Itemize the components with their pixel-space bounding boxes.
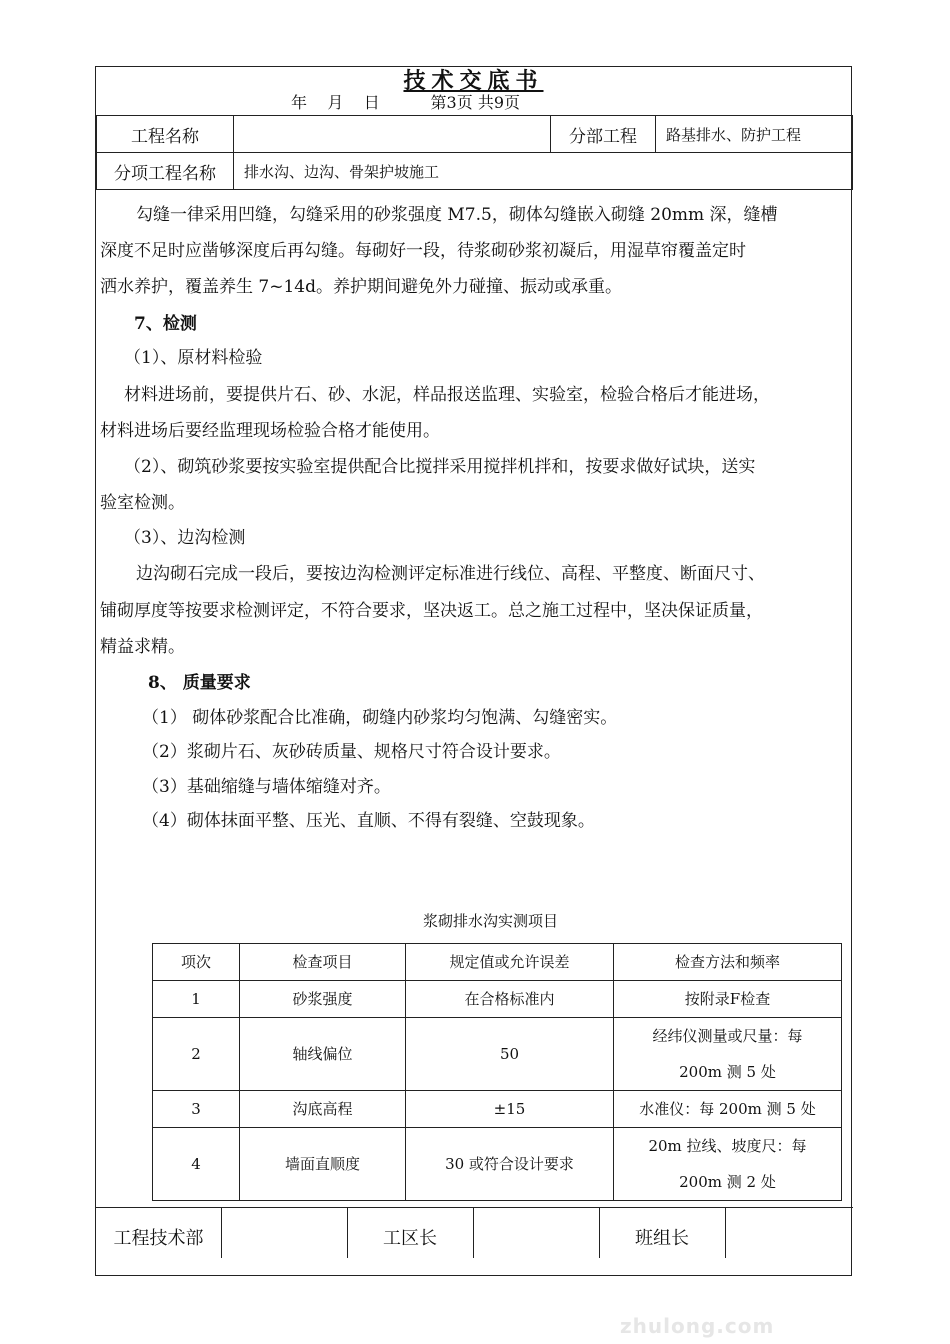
table-cell: 经纬仪测量或尺量：每 200m 测 5 处 <box>614 1018 842 1091</box>
paragraph-line: 精益求精。 <box>100 637 185 657</box>
table-row <box>153 1091 842 1128</box>
project-name-label: 工程名称 <box>97 116 234 153</box>
subitem-value: 排水沟、边沟、骨架护坡施工 <box>234 153 853 190</box>
info-row <box>97 153 853 190</box>
dept-signature-field <box>221 1208 348 1258</box>
table-row <box>153 1128 842 1201</box>
paragraph-line: 材料进场前，要提供片石、砂、水泥，样品报送监理、实验室，检验合格后才能进场， <box>124 385 770 405</box>
table-cell: 20m 拉线、坡度尺：每 200m 测 2 处 <box>614 1128 842 1201</box>
column-header: 检查方法和频率 <box>614 944 842 981</box>
table-cell: 在合格标准内 <box>406 981 614 1018</box>
column-header: 规定值或允许误差 <box>406 944 614 981</box>
table-cell: 墙面直顺度 <box>240 1128 406 1201</box>
table-cell: 沟底高程 <box>240 1091 406 1128</box>
paragraph-line: 验室检测。 <box>100 493 185 513</box>
table-row <box>153 981 842 1018</box>
dept-label: 工程技术部 <box>96 1208 222 1258</box>
division-value: 路基排水、防护工程 <box>656 116 853 153</box>
signoff-row <box>96 1207 853 1258</box>
table-caption: 浆砌排水沟实测项目 <box>422 912 558 930</box>
table-header-row <box>153 944 842 981</box>
column-header: 检查项目 <box>240 944 406 981</box>
area-chief-label: 工区长 <box>347 1208 474 1258</box>
paragraph-line: 勾缝一律采用凹缝，勾缝采用的砂浆强度 M7.5，砌体勾缝嵌入砌缝 20mm 深，缝槽 <box>136 205 778 225</box>
division-label: 分部工程 <box>551 116 656 153</box>
table-cell: 水准仪：每 200m 测 5 处 <box>614 1091 842 1128</box>
table-cell: 轴线偏位 <box>240 1018 406 1091</box>
requirement-item: （3）基础缩缝与墙体缩缝对齐。 <box>142 777 391 797</box>
area-chief-signature-field <box>473 1208 600 1258</box>
watermark: zhulong.com <box>620 1314 775 1338</box>
paragraph-line: 铺砌厚度等按要求检测评定，不符合要求，坚决返工。总之施工过程中，坚决保证质量， <box>100 601 763 621</box>
column-header: 项次 <box>153 944 240 981</box>
requirement-item: （1） 砌体砂浆配合比准确，砌缝内砂浆均匀饱满、勾缝密实。 <box>142 708 618 728</box>
requirement-item: （2）浆砌片石、灰砂砖质量、规格尺寸符合设计要求。 <box>142 742 561 762</box>
date-page-line: 年 月 日 第3页 共9页 <box>291 93 520 112</box>
table-cell: 4 <box>153 1128 240 1201</box>
section-heading: 8、 质量要求 <box>148 673 251 693</box>
subitem-label: 分项工程名称 <box>97 153 234 190</box>
paragraph-line: 深度不足时应凿够深度后再勾缝。每砌好一段，待浆砌砂浆初凝后，用湿草帘覆盖定时 <box>100 241 746 261</box>
document-title: 技术交底书 <box>403 68 544 94</box>
paragraph-line: 材料进场后要经监理现场检验合格才能使用。 <box>100 421 440 441</box>
subsection-heading: （3）、边沟检测 <box>124 528 246 548</box>
subsection-heading: （1）、原材料检验 <box>124 348 263 368</box>
table-cell: 30 或符合设计要求 <box>406 1128 614 1201</box>
project-name-value <box>234 116 551 153</box>
paragraph-line: 边沟砌石完成一段后，要按边沟检测评定标准进行线位、高程、平整度、断面尺寸、 <box>136 564 765 584</box>
paragraph-line: 洒水养护，覆盖养生 7~14d。养护期间避免外力碰撞、振动或承重。 <box>100 277 622 297</box>
table-cell: 3 <box>153 1091 240 1128</box>
info-row <box>97 116 853 153</box>
document-sheet <box>95 66 852 1276</box>
table-cell: 1 <box>153 981 240 1018</box>
info-table <box>96 115 853 190</box>
table-cell: 50 <box>406 1018 614 1091</box>
table-row <box>153 1018 842 1091</box>
paragraph-line: （2）、砌筑砂浆要按实验室提供配合比搅拌采用搅拌机拌和，按要求做好试块，送实 <box>124 457 756 477</box>
section-heading: 7、检测 <box>134 314 197 334</box>
table-cell: 砂浆强度 <box>240 981 406 1018</box>
table-cell: 2 <box>153 1018 240 1091</box>
table-cell: 按附录F检查 <box>614 981 842 1018</box>
measurement-table <box>152 943 842 1201</box>
team-leader-label: 班组长 <box>599 1208 726 1258</box>
requirement-item: （4）砌体抹面平整、压光、直顺、不得有裂缝、空鼓现象。 <box>142 811 595 831</box>
table-cell: ±15 <box>406 1091 614 1128</box>
